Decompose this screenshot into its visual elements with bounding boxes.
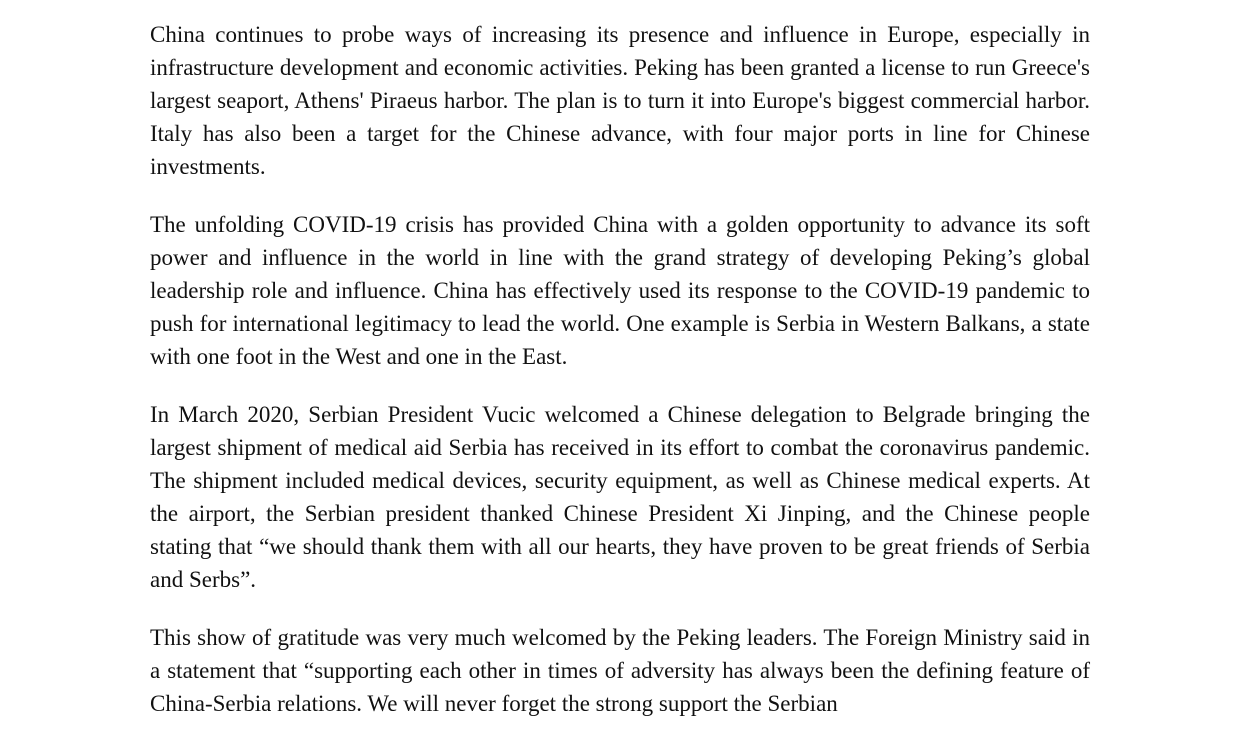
paragraph-peking-gratitude: This show of gratitude was very much welcomed by the Peking leaders. The Foreign Ministry said in a statement that “supporting each other in times of adversity has always been the defining feature of China-Serbia relations. We will never forget the strong support the Serbian [150,625,1090,716]
paragraph-covid-soft-power: The unfolding COVID-19 crisis has provided China with a golden opportunity to advance its soft power and influence in the world in line with the grand strategy of developing Peking’s global leadership role and influence. China has effectively used its response to the COVID-19 pandemic to push for international legitimacy to lead the world. One example is Serbia in Western Balkans, a state with one foot in the West and one in the East. [150,212,1090,369]
paragraph-china-europe-ports: China continues to probe ways of increasing its presence and influence in Europe, especially in infrastructure development and economic activities. Peking has been granted a license to run Greece's largest seaport, Athens' Piraeus harbor. The plan is to turn it into Europe's biggest commercial harbor. Italy has also been a target for the Chinese advance, with four major ports in line for Chinese investments. [150,22,1090,179]
document-page [150,18,1090,745]
paragraph-serbia-medical-aid: In March 2020, Serbian President Vucic welcomed a Chinese delegation to Belgrade bringing the largest shipment of medical aid Serbia has received in its effort to combat the coronavirus pandemic. The shipment included medical devices, security equipment, as well as Chinese medical experts. At the airport, the Serbian president thanked Chinese President Xi Jinping, and the Chinese people stating that “we should thank them with all our hearts, they have proven to be great friends of Serbia and Serbs”. [150,402,1090,592]
